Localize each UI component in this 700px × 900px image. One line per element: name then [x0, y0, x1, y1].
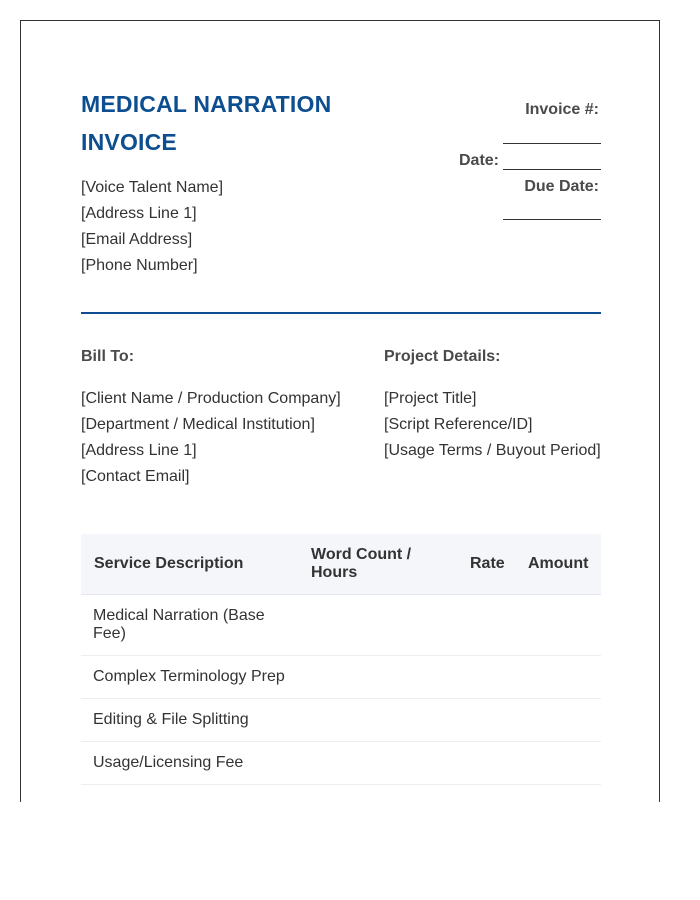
table-row [81, 595, 601, 656]
table-row [81, 742, 601, 785]
header-word-count-line1: Word Count / [311, 546, 412, 563]
row-description-line2: Fee) [93, 625, 126, 642]
bill-to-address: [Address Line 1] [81, 442, 197, 459]
row-description [93, 607, 265, 643]
header-divider [81, 312, 601, 314]
row-description: Usage/Licensing Fee [93, 754, 244, 771]
bill-to-department: [Department / Medical Institution] [81, 416, 315, 433]
table-row [81, 699, 601, 742]
bill-to-email: [Contact Email] [81, 468, 190, 485]
due-date-label: Due Date: [524, 178, 599, 195]
header-service-description: Service Description [94, 555, 244, 572]
talent-address: [Address Line 1] [81, 205, 197, 222]
talent-name: [Voice Talent Name] [81, 179, 224, 196]
talent-email: [Email Address] [81, 231, 193, 248]
bill-to-heading: Bill To: [81, 348, 135, 365]
header-amount: Amount [528, 555, 589, 572]
row-description: Complex Terminology Prep [93, 668, 285, 685]
project-usage-terms: [Usage Terms / Buyout Period] [384, 442, 601, 459]
talent-info [81, 175, 223, 279]
invoice-number-field[interactable] [503, 142, 601, 144]
header-word-count-line2: Hours [311, 564, 358, 581]
bill-to-client: [Client Name / Production Company] [81, 390, 341, 407]
row-description: Editing & File Splitting [93, 711, 249, 728]
date-field[interactable] [503, 168, 601, 170]
project-details [384, 386, 601, 464]
due-date-field[interactable] [503, 218, 601, 220]
bill-to-details [81, 386, 341, 490]
talent-phone: [Phone Number] [81, 257, 198, 274]
date-label: Date: [459, 152, 500, 169]
header-word-count [311, 546, 411, 582]
invoice-title-line2: INVOICE [81, 129, 177, 155]
project-details-heading: Project Details: [384, 348, 501, 365]
invoice-title-line1: MEDICAL NARRATION [81, 91, 332, 117]
project-script-reference: [Script Reference/ID] [384, 416, 533, 433]
invoice-number-label: Invoice #: [525, 101, 599, 118]
project-title: [Project Title] [384, 390, 477, 407]
row-description-line1: Medical Narration (Base [93, 607, 265, 624]
services-table [81, 534, 601, 785]
table-row [81, 656, 601, 699]
header-rate: Rate [470, 555, 505, 572]
invoice-sheet [20, 20, 660, 802]
table-header [81, 534, 601, 595]
invoice-title [81, 85, 381, 161]
